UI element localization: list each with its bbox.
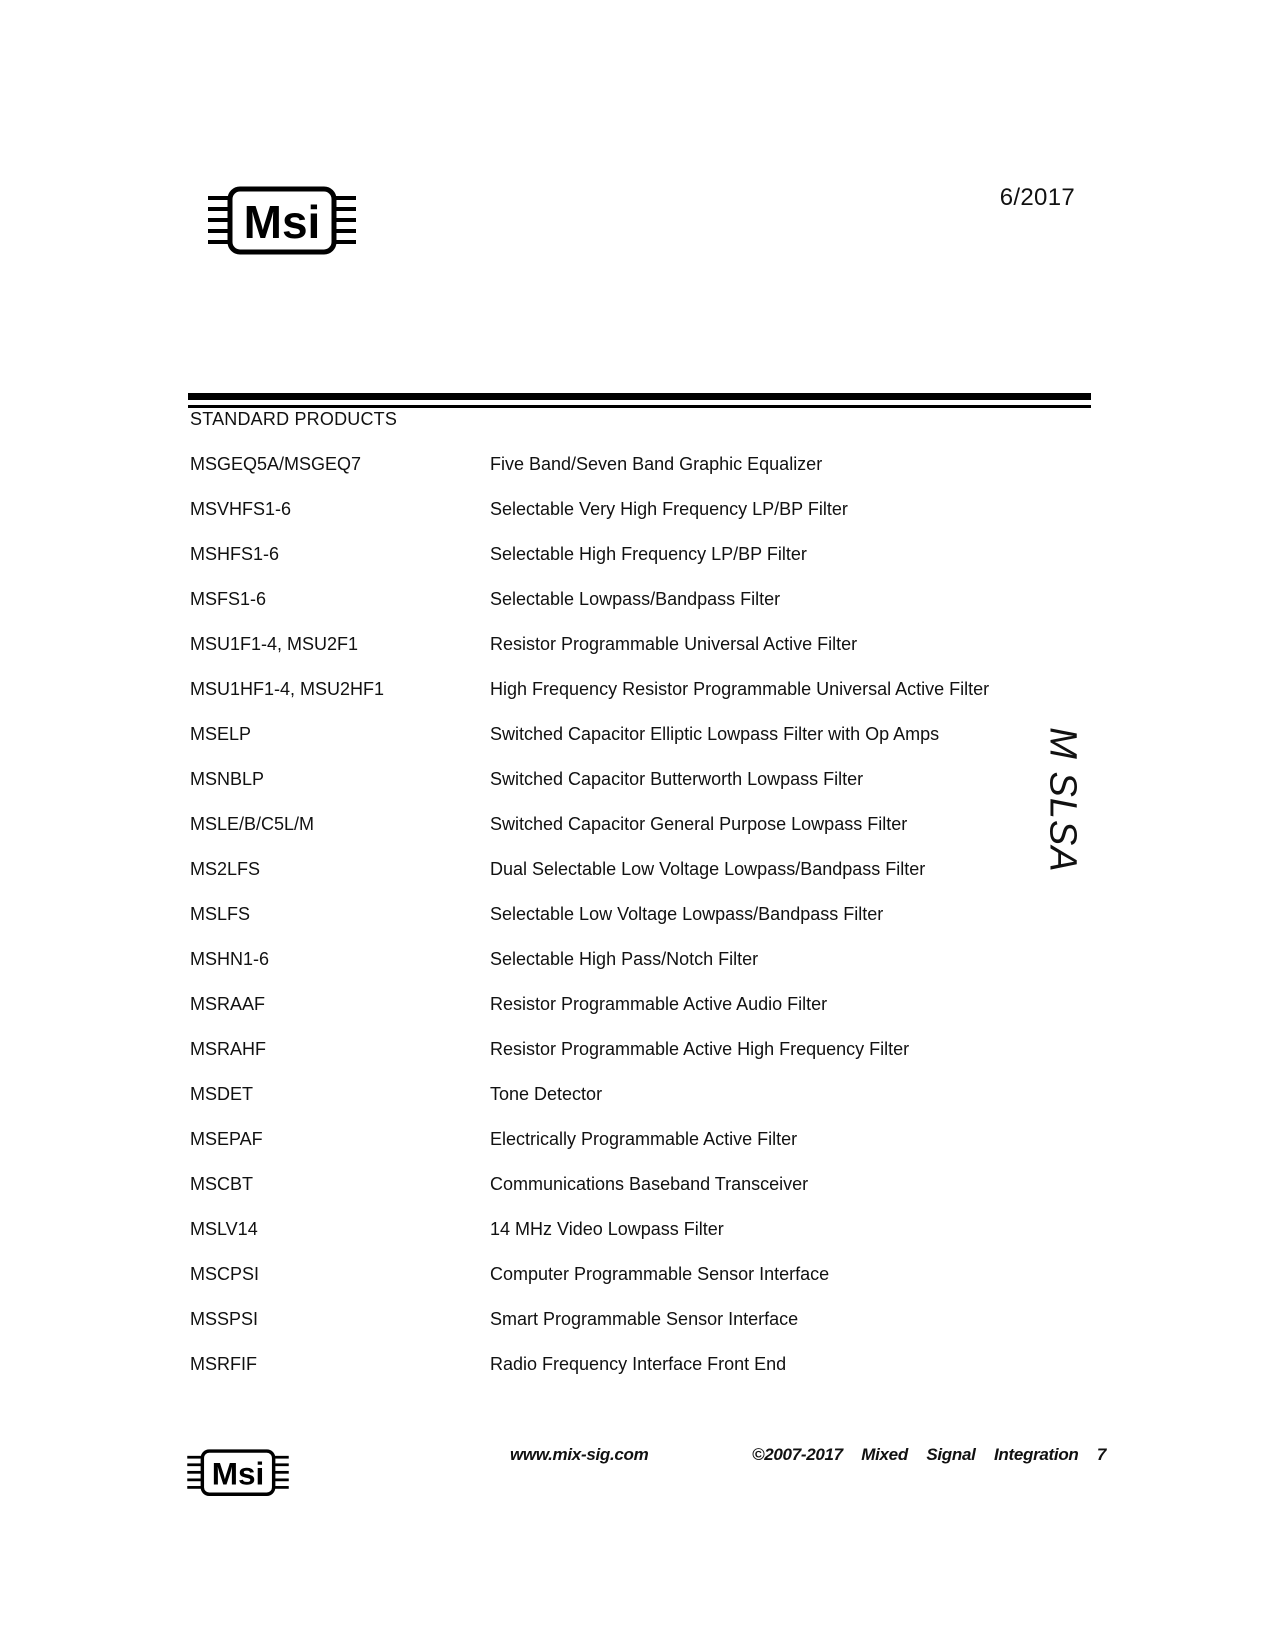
product-description: Electrically Programmable Active Filter bbox=[490, 1129, 798, 1149]
product-code: MSU1HF1-4, MSU2HF1 bbox=[190, 679, 385, 699]
product-row bbox=[190, 946, 1050, 991]
product-description: Tone Detector bbox=[490, 1084, 603, 1104]
product-description: Resistor Programmable Active High Frequency Filter bbox=[490, 1039, 910, 1059]
product-code: MSRFIF bbox=[190, 1354, 257, 1374]
product-description: Communications Baseband Transceiver bbox=[490, 1174, 809, 1194]
product-code: MSVHFS1-6 bbox=[190, 499, 292, 519]
product-description: Switched Capacitor Butterworth Lowpass Filter bbox=[490, 769, 864, 789]
product-code: MSRAAF bbox=[190, 994, 266, 1014]
product-description: Selectable Very High Frequency LP/BP Filter bbox=[490, 499, 848, 519]
product-row bbox=[190, 856, 1050, 901]
product-row bbox=[190, 631, 1050, 676]
publication-date: 6/2017 bbox=[999, 184, 1075, 211]
product-description: Switched Capacitor Elliptic Lowpass Filter with Op Amps bbox=[490, 724, 940, 744]
product-description: Resistor Programmable Active Audio Filter bbox=[490, 994, 828, 1014]
product-row bbox=[190, 901, 1050, 946]
product-list bbox=[190, 451, 1050, 1396]
product-code: MSLV14 bbox=[190, 1219, 258, 1239]
product-code: MSLE/B/C5L/M bbox=[190, 814, 315, 834]
product-code: MSDET bbox=[190, 1084, 253, 1104]
product-description: Selectable Lowpass/Bandpass Filter bbox=[490, 589, 781, 609]
product-code: MSGEQ5A/MSGEQ7 bbox=[190, 454, 362, 474]
product-description: Selectable High Pass/Notch Filter bbox=[490, 949, 759, 969]
product-row bbox=[190, 1306, 1050, 1351]
product-code: MSFS1-6 bbox=[190, 589, 267, 609]
product-row bbox=[190, 1171, 1050, 1216]
product-description: Resistor Programmable Universal Active Filter bbox=[490, 634, 858, 654]
product-description: Dual Selectable Low Voltage Lowpass/Bandpass Filter bbox=[490, 859, 926, 879]
header-rule-thin bbox=[188, 405, 1091, 408]
product-code: MSHFS1-6 bbox=[190, 544, 280, 564]
product-description: 14 MHz Video Lowpass Filter bbox=[490, 1219, 724, 1239]
product-description: High Frequency Resistor Programmable Universal Active Filter bbox=[490, 679, 990, 699]
product-description: Switched Capacitor General Purpose Lowpass Filter bbox=[490, 814, 908, 834]
product-row bbox=[190, 496, 1050, 541]
product-row bbox=[190, 451, 1050, 496]
section-title: STANDARD PRODUCTS bbox=[190, 409, 398, 429]
product-code: MSNBLP bbox=[190, 769, 265, 789]
footer-copyright: ©2007-2017 Mixed Signal Integration 7 bbox=[752, 1445, 1107, 1464]
product-row bbox=[190, 1126, 1050, 1171]
svg-text:Msi: Msi bbox=[211, 1455, 265, 1492]
product-code: MSSPSI bbox=[190, 1309, 259, 1329]
product-code: MSELP bbox=[190, 724, 252, 744]
product-description: Selectable Low Voltage Lowpass/Bandpass Filter bbox=[490, 904, 884, 924]
product-description: Selectable High Frequency LP/BP Filter bbox=[490, 544, 807, 564]
msi-logo-top bbox=[208, 186, 356, 256]
product-code: MSRAHF bbox=[190, 1039, 266, 1059]
product-row bbox=[190, 1261, 1050, 1306]
product-code: MSCBT bbox=[190, 1174, 253, 1194]
product-row bbox=[190, 721, 1050, 766]
side-label: M SLSA bbox=[1041, 727, 1084, 873]
product-row bbox=[190, 811, 1050, 856]
product-row bbox=[190, 1036, 1050, 1081]
product-row bbox=[190, 1351, 1050, 1396]
product-code: MSU1F1-4, MSU2F1 bbox=[190, 634, 359, 654]
product-description: Computer Programmable Sensor Interface bbox=[490, 1264, 830, 1284]
msi-logo-bottom bbox=[187, 1449, 289, 1497]
header-rule-thick bbox=[188, 393, 1091, 400]
product-row bbox=[190, 541, 1050, 586]
product-code: MSLFS bbox=[190, 904, 251, 924]
svg-text:Msi: Msi bbox=[243, 196, 321, 248]
product-description: Radio Frequency Interface Front End bbox=[490, 1354, 787, 1374]
product-row bbox=[190, 676, 1050, 721]
product-code: MS2LFS bbox=[190, 859, 261, 879]
product-description: Smart Programmable Sensor Interface bbox=[490, 1309, 799, 1329]
product-row bbox=[190, 586, 1050, 631]
footer-url: www.mix-sig.com bbox=[510, 1445, 649, 1464]
product-row bbox=[190, 1081, 1050, 1126]
product-code: MSHN1-6 bbox=[190, 949, 270, 969]
product-row bbox=[190, 991, 1050, 1036]
product-row bbox=[190, 1216, 1050, 1261]
product-description: Five Band/Seven Band Graphic Equalizer bbox=[490, 454, 823, 474]
product-code: MSEPAF bbox=[190, 1129, 263, 1149]
product-row bbox=[190, 766, 1050, 811]
product-code: MSCPSI bbox=[190, 1264, 260, 1284]
